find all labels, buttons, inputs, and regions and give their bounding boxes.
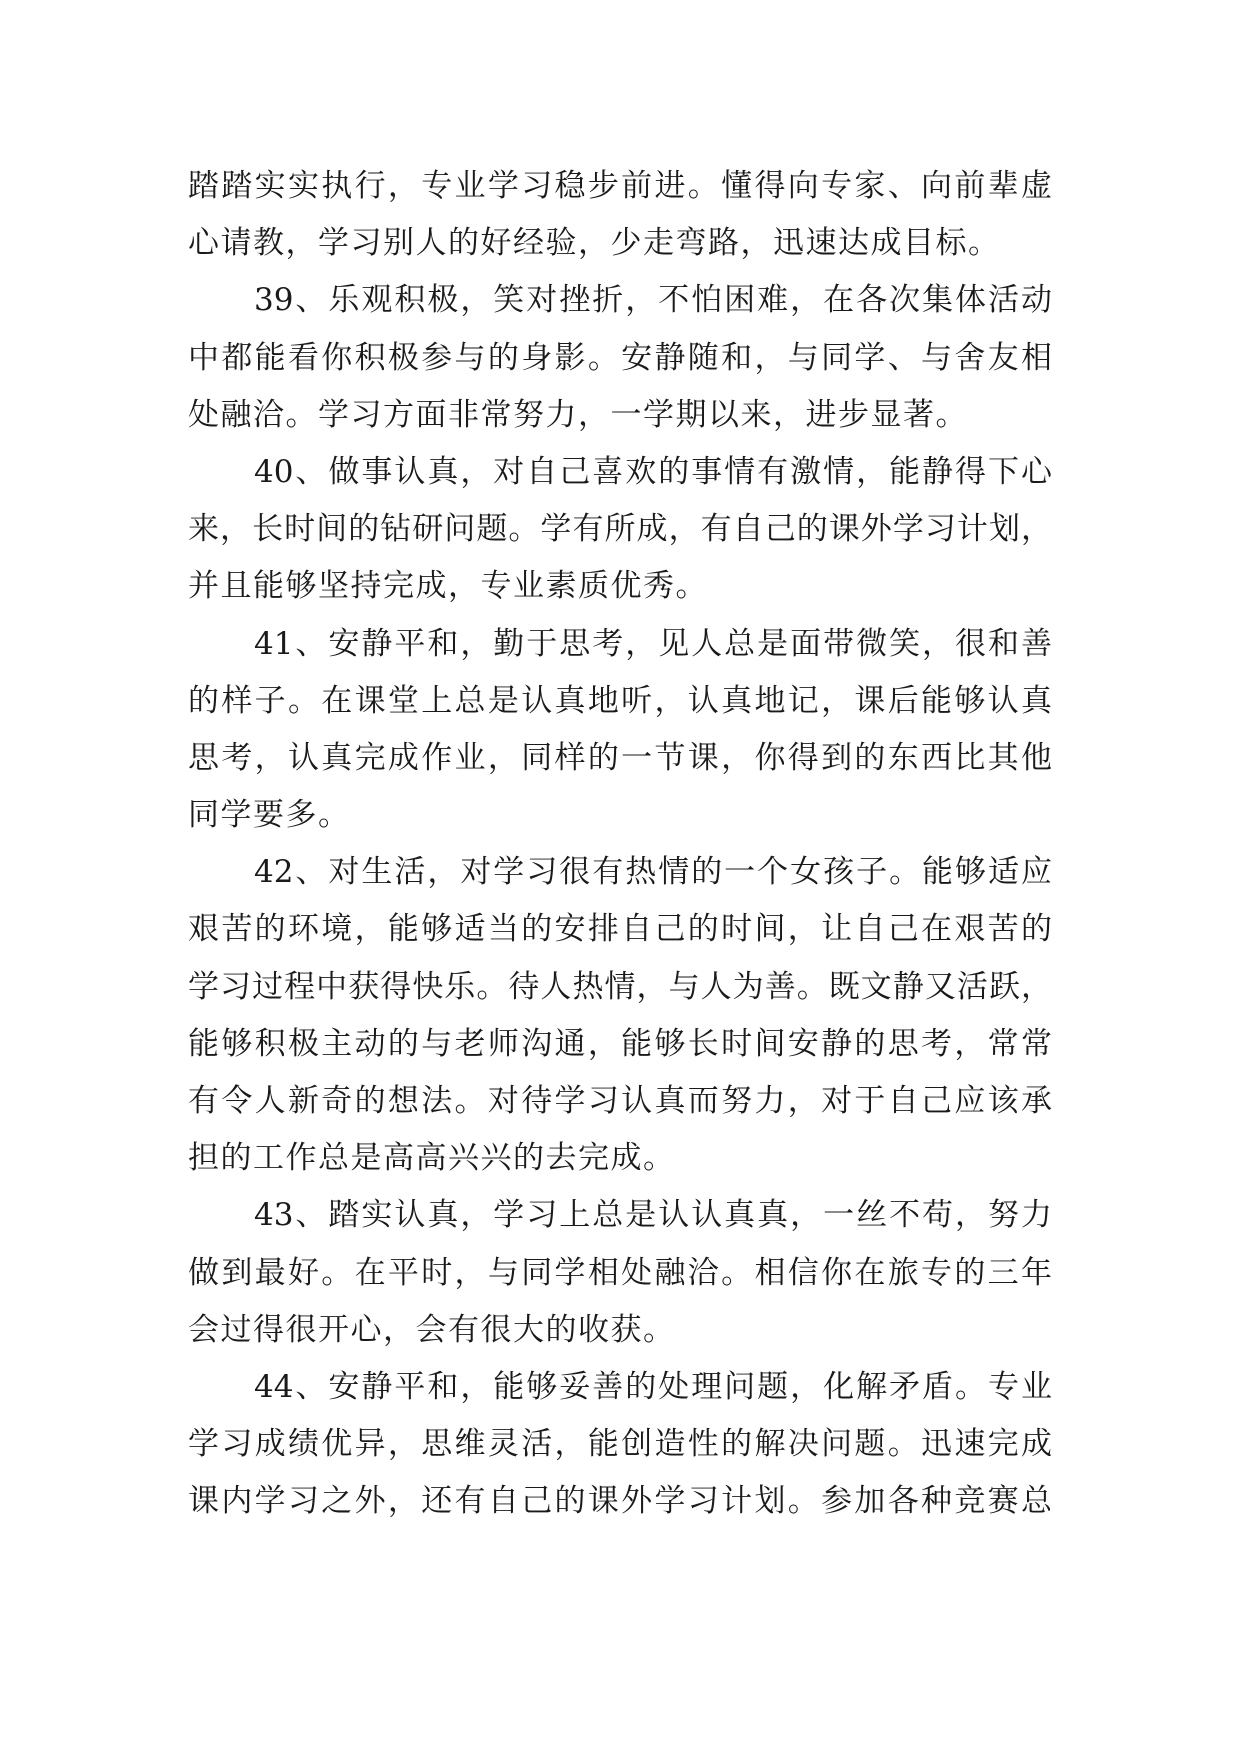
text-line: 踏踏实实执行，专业学习稳步前进。懂得向专家、向前辈虚 bbox=[188, 168, 1052, 204]
text-line: 思考，认真完成作业，同样的一节课，你得到的东西比其他 bbox=[188, 739, 1052, 776]
text-line: 43、踏实认真，学习上总是认认真真，一丝不苟，努力 bbox=[254, 1197, 1052, 1234]
paragraph-41 bbox=[188, 616, 1052, 845]
text-line: 心请教，学习别人的好经验，少走弯路，迅速达成目标。 bbox=[188, 225, 1001, 262]
paragraph-38-continued bbox=[188, 158, 1052, 272]
text-line: 39、乐观积极，笑对挫折，不怕困难，在各次集体活动 bbox=[254, 282, 1052, 319]
document-body bbox=[188, 158, 1052, 1531]
text-line: 做到最好。在平时，与同学相处融洽。相信你在旅专的三年 bbox=[188, 1254, 1052, 1291]
text-line: 会过得很开心，会有很大的收获。 bbox=[188, 1311, 676, 1348]
text-line: 41、安静平和，勤于思考，见人总是面带微笑，很和善 bbox=[254, 625, 1052, 662]
text-line: 学习过程中获得快乐。待人热情，与人为善。既文静又活跃， bbox=[188, 968, 1052, 1005]
text-line: 42、对生活，对学习很有热情的一个女孩子。能够适应 bbox=[254, 854, 1052, 891]
text-line: 有令人新奇的想法。对待学习认真而努力，对于自己应该承 bbox=[188, 1083, 1052, 1119]
paragraph-40 bbox=[188, 444, 1052, 616]
text-line: 学习成绩优异，思维灵活，能创造性的解决问题。迅速完成 bbox=[188, 1426, 1052, 1463]
paragraph-39 bbox=[188, 272, 1052, 444]
text-line: 40、做事认真，对自己喜欢的事情有激情，能静得下心 bbox=[254, 453, 1052, 490]
text-line: 艰苦的环境，能够适当的安排自己的时间，让自己在艰苦的 bbox=[188, 911, 1052, 948]
text-line: 的样子。在课堂上总是认真地听，认真地记，课后能够认真 bbox=[188, 682, 1052, 719]
text-line: 课内学习之外，还有自己的课外学习计划。参加各种竞赛总 bbox=[188, 1483, 1052, 1520]
text-line: 处融洽。学习方面非常努力，一学期以来，进步显著。 bbox=[188, 396, 968, 433]
text-line: 中都能看你积极参与的身影。安静随和，与同学、与舍友相 bbox=[188, 339, 1052, 376]
paragraph-42 bbox=[188, 844, 1052, 1187]
text-line: 担的工作总是高高兴兴的去完成。 bbox=[188, 1140, 676, 1177]
text-line: 能够积极主动的与老师沟通，能够长时间安静的思考，常常 bbox=[188, 1025, 1052, 1062]
text-line: 并且能够坚持完成，专业素质优秀。 bbox=[188, 568, 708, 605]
text-line: 同学要多。 bbox=[188, 797, 351, 834]
text-line: 来，长时间的钻研问题。学有所成，有自己的课外学习计划， bbox=[188, 511, 1052, 548]
paragraph-43 bbox=[188, 1187, 1052, 1359]
text-line: 44、安静平和，能够妥善的处理问题，化解矛盾。专业 bbox=[254, 1368, 1052, 1405]
paragraph-44 bbox=[188, 1359, 1052, 1531]
